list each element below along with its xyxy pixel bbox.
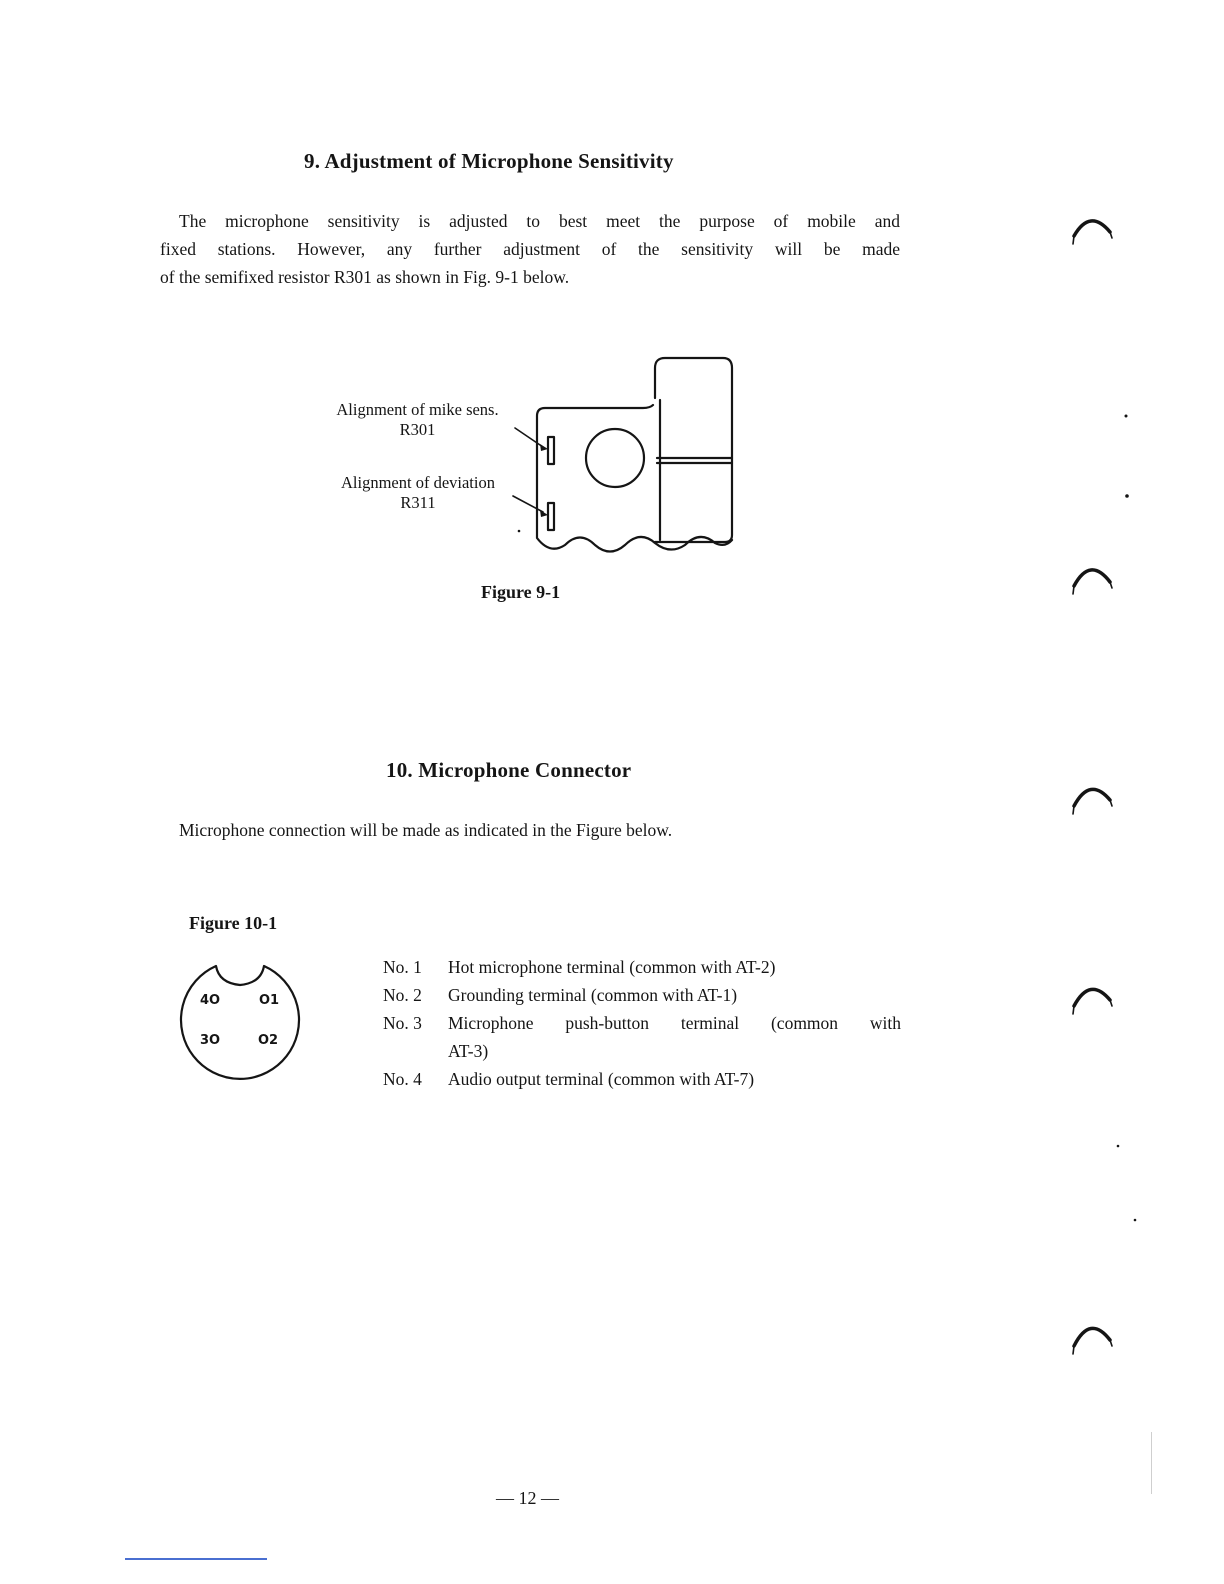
- label-deviation: [318, 473, 518, 513]
- pin-list-item: [383, 981, 903, 1009]
- pin-list-item: [383, 953, 903, 981]
- label-r311: R311: [400, 493, 436, 512]
- label-mike-sens: [315, 400, 520, 440]
- section-9-title: 9. Adjustment of Microphone Sensitivity: [304, 149, 674, 173]
- scan-edge-mark: [1151, 1432, 1152, 1494]
- label-deviation-text: Alignment of deviation: [341, 473, 495, 492]
- paragraph-line: The microphone sensitivity is adjusted to best meet the purpose of mobile and: [179, 211, 900, 231]
- pin-1-label: O1: [259, 993, 280, 1008]
- figure-9-1-drawing: [505, 350, 745, 565]
- connector-diagram: [176, 955, 304, 1083]
- pin-4-label: 4O: [200, 993, 221, 1008]
- scan-artifact-line: [125, 1558, 267, 1560]
- figure-10-1-caption: Figure 10-1: [189, 913, 278, 933]
- section-10-title: 10. Microphone Connector: [386, 758, 632, 782]
- pin-number: No. 4: [383, 1069, 422, 1089]
- label-r301: R301: [399, 420, 436, 439]
- label-mike-sens-text: Alignment of mike sens.: [336, 400, 499, 419]
- pin-list-item: [383, 1009, 903, 1065]
- pin-number: No. 3: [383, 1013, 422, 1033]
- section-9-paragraph: [160, 207, 900, 291]
- pin-number: No. 2: [383, 985, 422, 1005]
- paragraph-line: fixed stations. However, any further adjustment of the sensitivity will be made: [160, 239, 900, 259]
- pin-list-item: [383, 1065, 903, 1093]
- pin-number: No. 1: [383, 957, 422, 977]
- paragraph-line: of the semifixed resistor R301 as shown in Fig. 9-1 below.: [160, 267, 570, 287]
- figure-9-1-caption: Figure 9-1: [481, 582, 561, 602]
- pin-2-label: O2: [258, 1033, 279, 1048]
- section-10-intro: Microphone connection will be made as indicated in the Figure below.: [179, 820, 673, 840]
- pin-description: Microphone push-button terminal (common with: [448, 1013, 901, 1033]
- binder-holes: [1066, 200, 1126, 1360]
- pin-description-continued: AT-3): [448, 1041, 489, 1061]
- pin-description: Hot microphone terminal (common with AT-2): [448, 957, 776, 977]
- connector-outline: [181, 966, 299, 1079]
- pin-description: Audio output terminal (common with AT-7): [448, 1069, 755, 1089]
- pin-description: Grounding terminal (common with AT-1): [448, 985, 738, 1005]
- page-number: — 12 —: [496, 1488, 559, 1508]
- pin-3-label: 3O: [200, 1033, 221, 1048]
